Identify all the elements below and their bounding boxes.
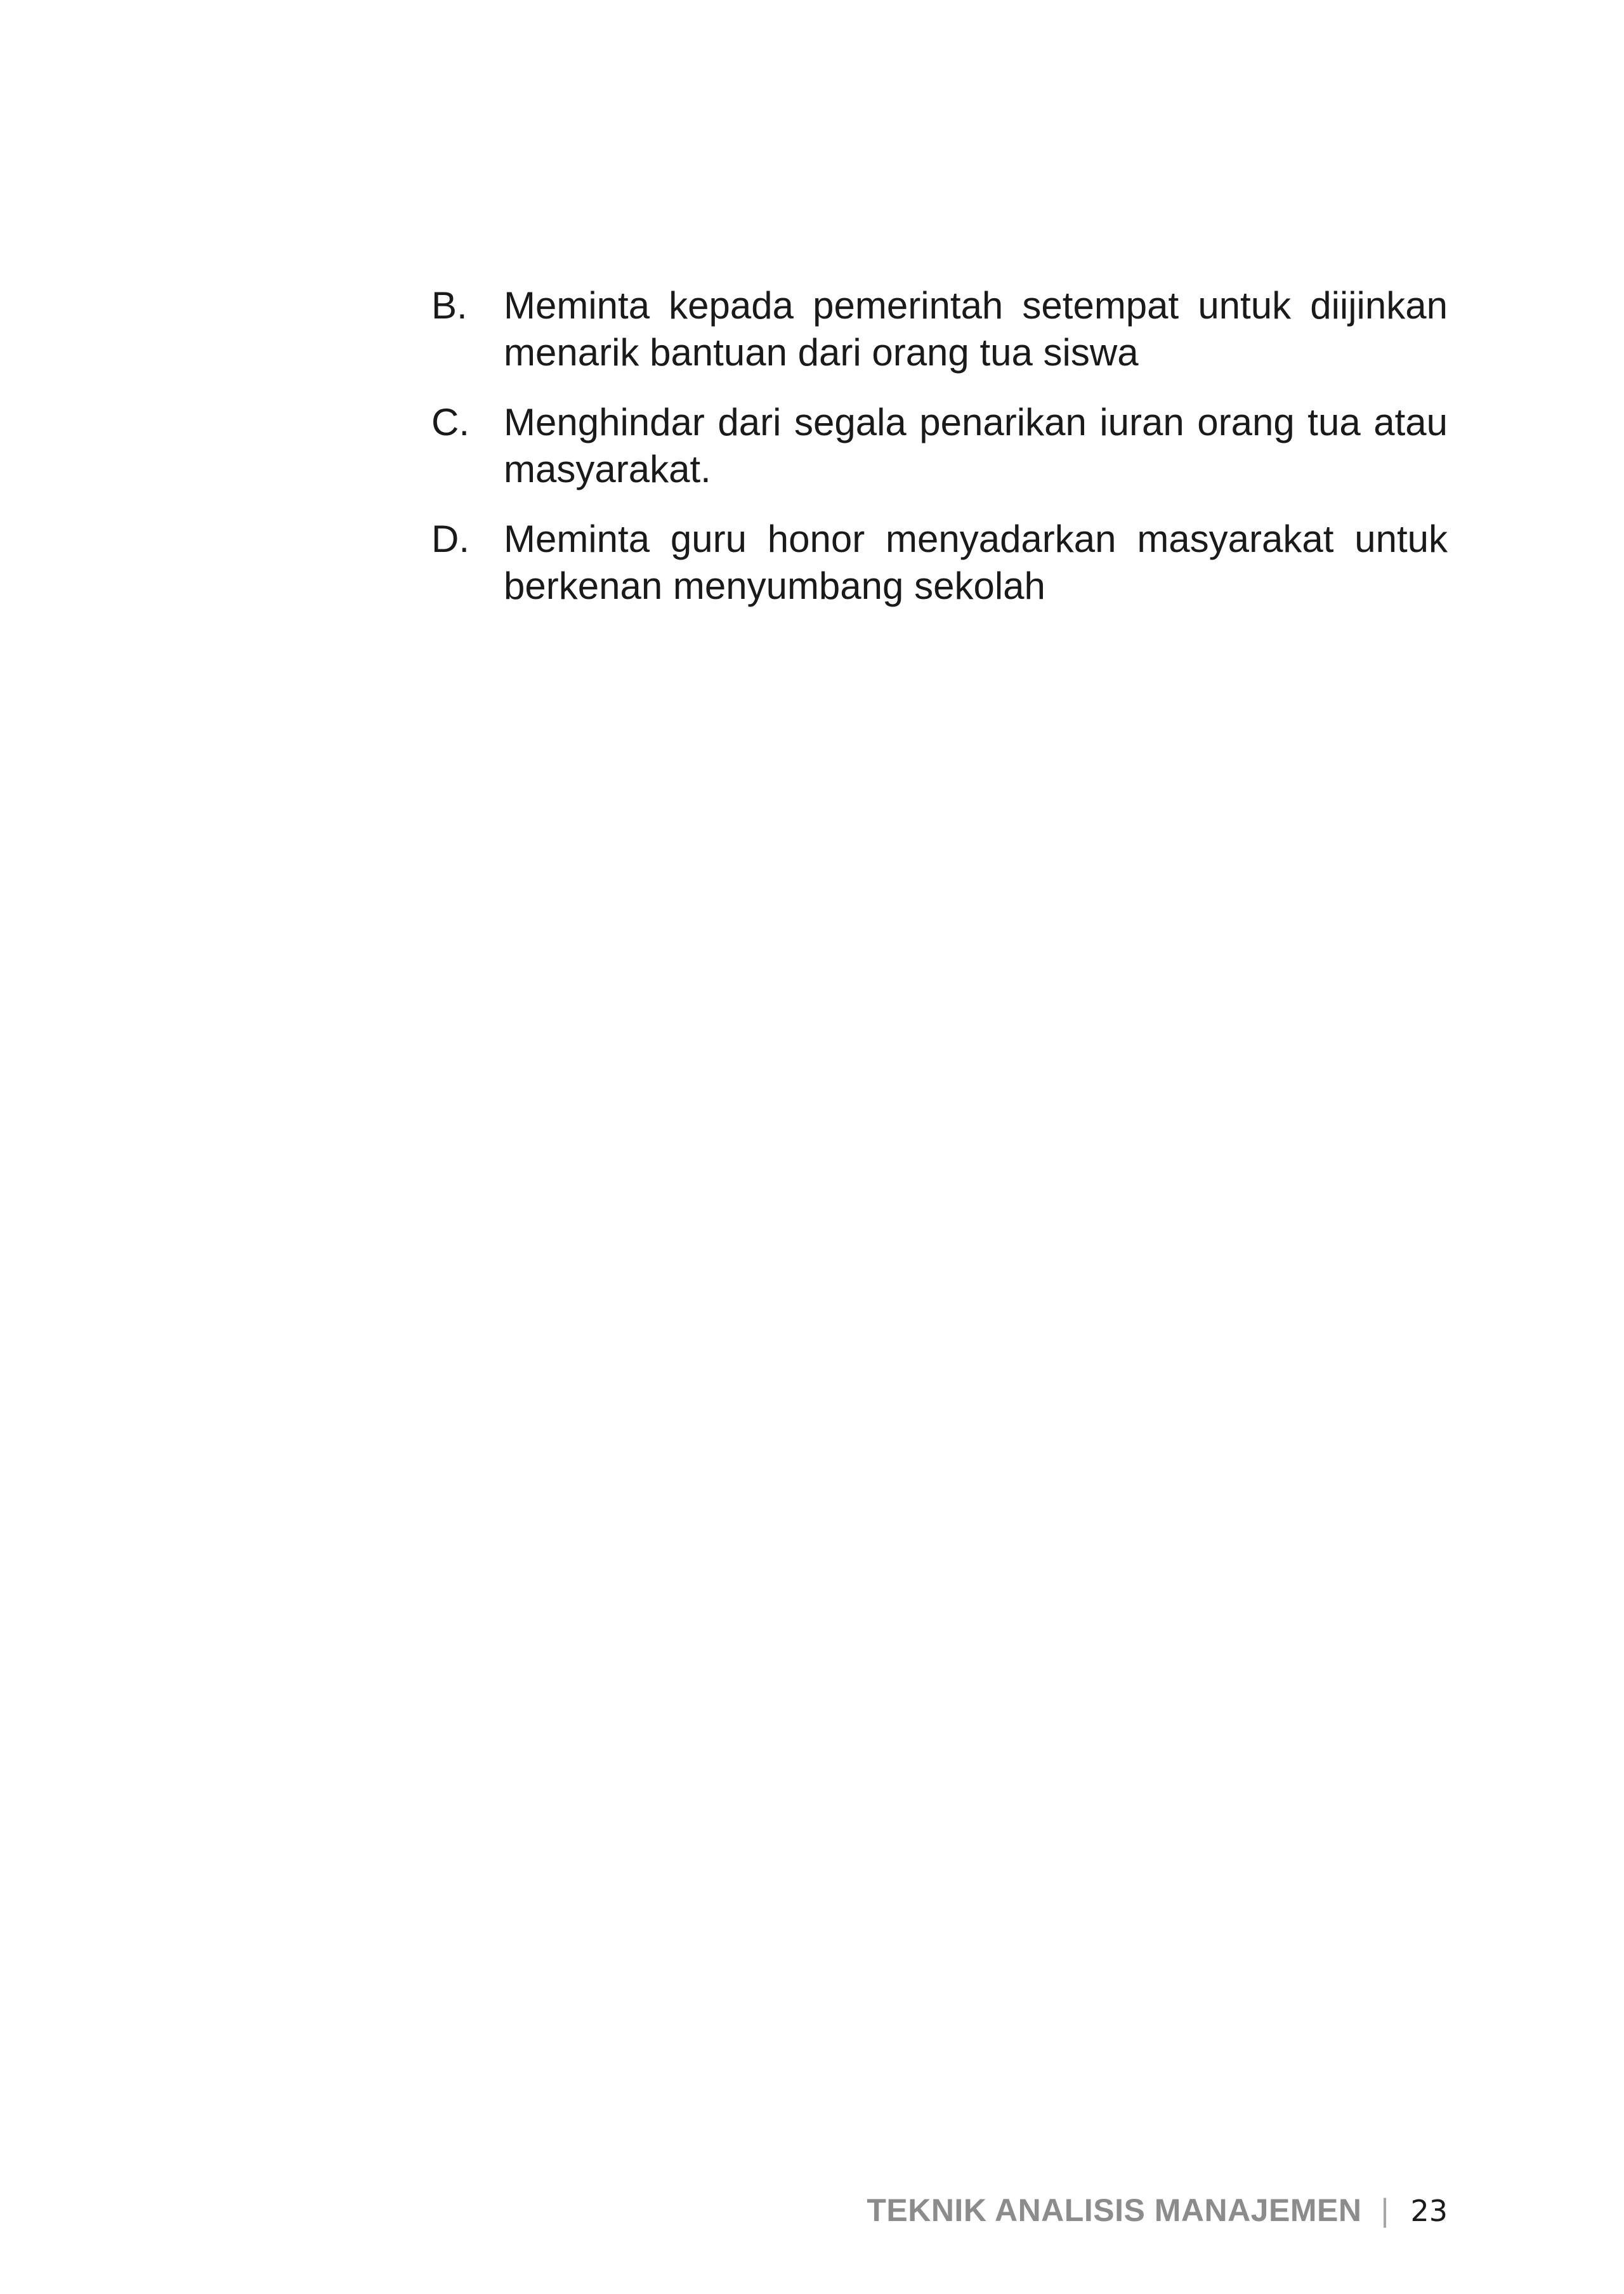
answer-option-c	[431, 399, 1448, 493]
footer-book-title: TEKNIK ANALISIS MANAJEMEN	[867, 2192, 1362, 2228]
page-footer	[867, 2192, 1448, 2229]
option-text: Meminta guru honor menyadarkan masyarakat untuk berkenan menyumbang sekolah	[504, 518, 1448, 607]
option-text: Meminta kepada pemerintah setempat untuk diijinkan menarik bantuan dari orang tua siswa	[504, 284, 1448, 374]
page-number: 23	[1410, 2194, 1448, 2228]
answer-option-b	[431, 282, 1448, 376]
answer-option-d	[431, 516, 1448, 610]
option-letter: D.	[431, 518, 469, 560]
option-letter: B.	[431, 284, 468, 327]
footer-separator: |	[1380, 2192, 1389, 2228]
option-letter: C.	[431, 401, 469, 443]
option-text: Menghindar dari segala penarikan iuran orang tua atau masyarakat.	[504, 401, 1448, 490]
answer-options-list	[431, 282, 1448, 632]
